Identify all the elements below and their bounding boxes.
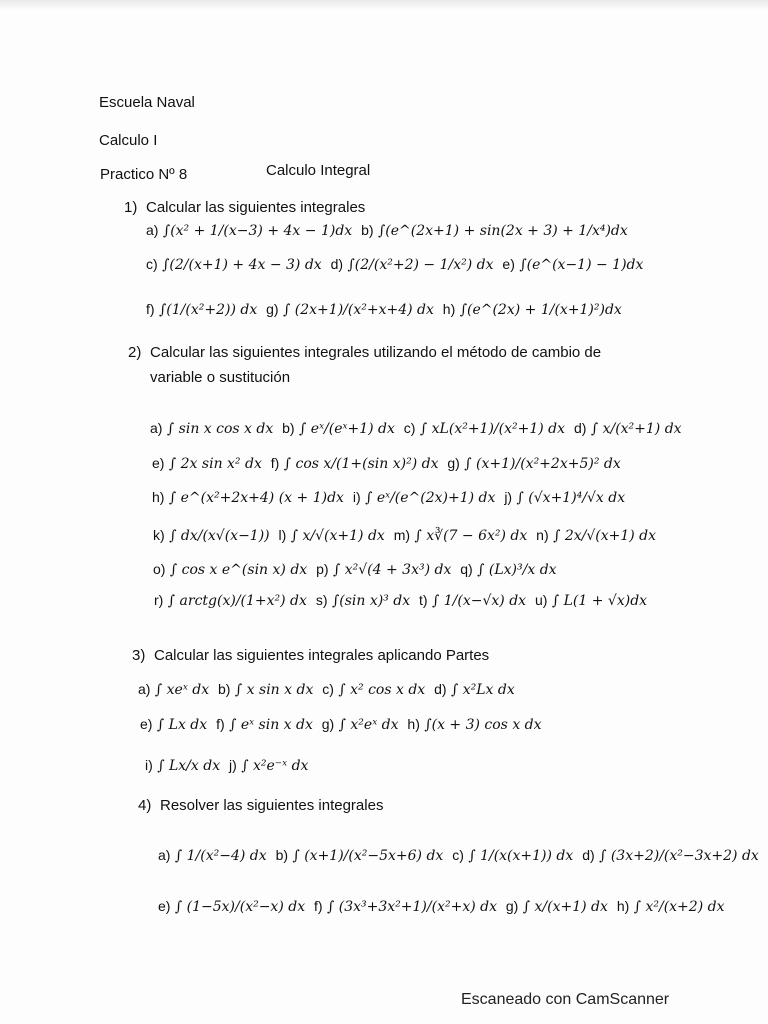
integral-expression: ∫ 1/(x(x+1)) dx [468,848,574,864]
problem-line [140,716,542,733]
item-label: h) [152,489,165,505]
item-label: o) [153,561,166,577]
item-label: c) [146,256,158,272]
integral-expression: ∫ (x+1)/(x²−5x+6) dx [292,848,444,864]
section-2-title-continued: variable o sustitución [150,369,291,386]
item-label: h) [442,301,456,317]
integral-expression: ∫ 1/(x−√x) dx [432,593,527,609]
integral-expression: ∫(e^(2x) + 1/(x+1)²)dx [459,302,622,318]
item-label: u) [534,592,548,608]
problem-line [153,527,656,544]
item-label: g) [505,898,519,914]
problem-line [150,420,682,437]
item-label: d) [573,420,587,436]
item-label: t) [419,592,428,608]
section-heading: Calcular las siguientes integrales utilizando el método de cambio de [150,344,602,361]
integral-expression: ∫ (x+1)/(x²+2x+5)² dx [464,456,621,472]
integral-expression: ∫(x² + 1/(x−3) + 4x − 1)dx [162,223,353,239]
item-label: e) [152,455,165,471]
integral-expression: ∫ dx/(x√(x−1)) [169,528,270,544]
integral-expression: ∫ (3x³+3x²+1)/(x²+x) dx [327,899,497,915]
integral-expression: ∫ x² cos x dx [338,682,426,698]
problem-line [152,489,625,506]
item-label: k) [153,527,165,543]
integral-expression: ∫ xL(x²+1)/(x²+1) dx [419,421,566,437]
item-label: e) [158,898,171,914]
problem-line [152,455,621,472]
problem-line [146,256,643,273]
scan-edge [0,0,768,10]
item-label: i) [352,489,361,505]
integral-expression: ∫(1/(x²+2)) dx [159,302,258,318]
section-heading: Calcular las siguientes integrales [146,199,366,216]
item-label: j) [229,757,237,773]
integral-expression: ∫ eˣ/(eˣ+1) dx [299,421,395,437]
item-label: e) [502,256,515,272]
item-label: q) [460,561,473,577]
item-label: f) [146,301,155,317]
integral-expression: ∫ x/√(x+1) dx [290,528,385,544]
camscanner-watermark: Escaneado con CamScanner [461,991,670,1008]
item-label: b) [275,847,289,863]
item-label: f) [314,898,323,914]
item-label: f) [216,716,225,732]
integral-expression: ∫(x + 3) cos x dx [424,717,542,733]
item-label: g) [266,301,279,317]
integral-expression: ∫ x²e⁻ˣ dx [241,758,309,774]
integral-expression: ∫ x/(x+1) dx [522,899,608,915]
integral-expression: ∫ (1−5x)/(x²−x) dx [174,899,306,915]
section-2-title [128,344,601,361]
item-label: e) [140,716,153,732]
item-label: h) [407,716,420,732]
item-label: a) [150,420,163,436]
section-number: 1) [124,199,138,216]
integral-expression: ∫ xeˣ dx [154,682,210,698]
item-label: d) [434,681,447,697]
integral-expression: ∫ Lx dx [156,717,208,733]
integral-expression: ∫ eˣ sin x dx [229,717,313,733]
item-label: i) [145,757,153,773]
problem-line [158,847,759,864]
item-label: n) [536,527,549,543]
integral-expression: ∫ cos x e^(sin x) dx [169,562,308,578]
integral-expression: ∫ x∛(7 − 6x²) dx [414,528,528,544]
problem-line [146,222,628,239]
integral-expression: ∫ 1/(x²−4) dx [174,848,267,864]
section-number: 4) [138,797,152,814]
item-label: l) [278,527,287,543]
item-label: b) [218,681,231,697]
integral-expression: ∫(2/(x²+2) − 1/x²) dx [347,257,494,273]
school-name: Escuela Naval [99,94,195,111]
item-label: c) [452,847,464,863]
integral-expression: ∫ cos x/(1+(sin x)²) dx [283,456,439,472]
integral-expression: ∫ sin x cos x dx [166,421,274,437]
integral-expression: ∫ L(1 + √x)dx [551,593,648,609]
item-label: j) [504,489,513,505]
item-label: c) [322,681,334,697]
integral-expression: ∫ 2x sin x² dx [168,456,262,472]
item-label: a) [158,847,171,863]
problem-line [153,561,557,578]
integral-expression: ∫ x/(x²+1) dx [590,421,682,437]
item-label: b) [361,222,374,238]
integral-expression: ∫(e^(x−1) − 1)dx [519,257,644,273]
integral-expression: ∫ (2x+1)/(x²+x+4) dx [283,302,434,318]
practice-topic: Calculo Integral [266,162,371,179]
item-label: a) [146,222,159,238]
integral-expression: ∫ eˣ/(e^(2x)+1) dx [365,490,496,506]
integral-expression: ∫ (Lx)³/x dx [477,562,557,578]
item-label: f) [270,455,280,471]
integral-expression: ∫ x²√(4 + 3x³) dx [332,562,452,578]
section-number: 2) [128,344,142,361]
integral-expression: ∫ 2x/√(x+1) dx [553,528,657,544]
practice-number: Practico Nº 8 [100,166,188,183]
item-label: s) [315,592,328,608]
integral-expression: ∫ x²Lx dx [451,682,515,698]
item-label: d) [582,847,595,863]
section-heading: Calcular las siguientes integrales aplicando Partes [154,647,490,664]
integral-expression: ∫ (√x+1)⁴/√x dx [516,490,626,506]
integral-expression: ∫ x²eˣ dx [338,717,399,733]
item-label: a) [138,681,151,697]
item-label: g) [321,716,335,732]
problem-line [145,757,308,774]
integral-expression: ∫ (3x+2)/(x²−3x+2) dx [599,848,759,864]
problem-line [138,681,515,698]
integral-expression: ∫ Lx/x dx [157,758,221,774]
integral-expression: ∫ e^(x²+2x+4) (x + 1)dx [168,490,344,506]
item-label: r) [154,592,164,608]
item-label: p) [316,561,329,577]
course-name: Calculo I [99,132,158,149]
item-label: g) [447,455,460,471]
integral-expression: ∫ arctg(x)/(1+x²) dx [167,593,307,609]
item-label: c) [403,420,416,436]
problem-line [158,898,724,915]
problem-line [154,592,647,609]
integral-expression: ∫(2/(x+1) + 4x − 3) dx [162,257,322,273]
problem-line [146,301,622,318]
section-3-title [132,647,489,664]
item-label: d) [330,256,344,272]
integral-expression: ∫(e^(2x+1) + sin(2x + 3) + 1/x⁴)dx [378,223,628,239]
item-label: b) [282,420,295,436]
integral-expression: ∫ x²/(x+2) dx [633,899,725,915]
section-1-title [124,199,365,216]
integral-expression: ∫ x sin x dx [234,682,314,698]
integral-expression: ∫(sin x)³ dx [331,593,411,609]
item-label: h) [616,898,630,914]
section-heading: Resolver las siguientes integrales [160,797,384,814]
section-number: 3) [132,647,146,664]
item-label: m) [393,527,411,543]
section-4-title [138,797,383,814]
